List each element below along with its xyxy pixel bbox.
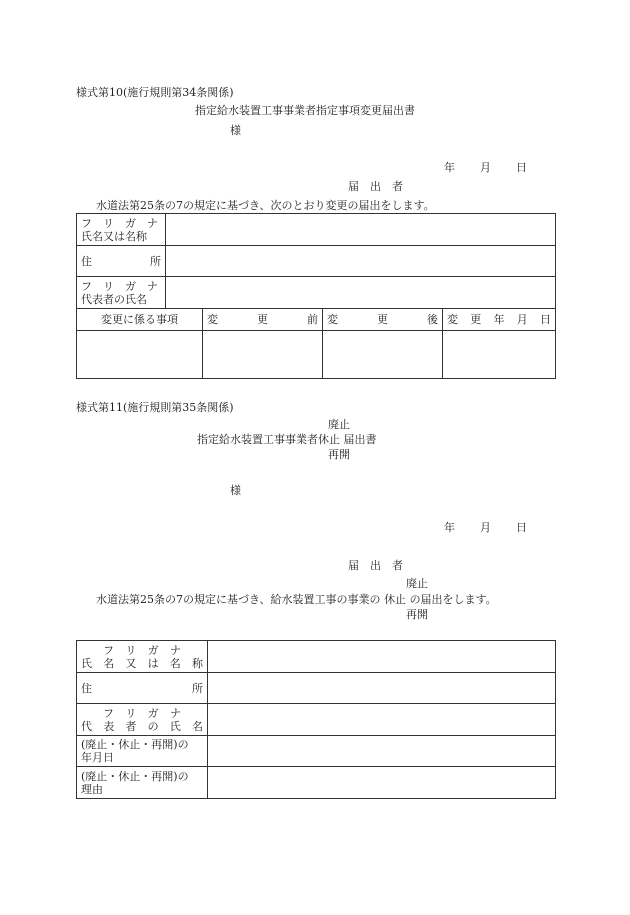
form11-name-field[interactable] xyxy=(208,641,556,673)
form11-title-prefix: 指定給水装置工事事業者 xyxy=(197,433,318,446)
form11-reason-label-1: (廃止・休止・再開)の xyxy=(81,769,189,783)
form11-title xyxy=(197,433,377,446)
form11-name-1: 氏 xyxy=(81,656,92,670)
form10-name-label-cell xyxy=(77,214,166,246)
form11-name-5: 名 xyxy=(169,656,181,670)
form11-notifier: 届 出 者 xyxy=(348,559,403,572)
form10-number: 様式第10(施行規則第34条関係) xyxy=(76,86,234,99)
form11-representative-label-cell xyxy=(77,704,208,736)
form10-applicant-table xyxy=(76,213,556,309)
form10-name-field[interactable] xyxy=(166,214,556,246)
form11-furigana-3: ガ xyxy=(147,643,159,657)
form11-furigana2-1: フ xyxy=(103,706,114,720)
form10-col-date-3: 年 xyxy=(493,313,505,326)
form10-addressee-suffix: 様 xyxy=(230,124,241,137)
form10-representative-field[interactable] xyxy=(166,277,556,309)
form11-furigana-2: リ xyxy=(125,643,137,657)
form11-date-label-cell xyxy=(77,736,208,767)
form11-reason-label-cell xyxy=(77,767,208,799)
form11-representative-field[interactable] xyxy=(208,704,556,736)
form11-name-label-cell xyxy=(77,641,208,673)
form11-title-option-top: 廃止 xyxy=(328,418,350,431)
form11-date-month: 月 xyxy=(480,521,491,534)
form10-address-field[interactable] xyxy=(166,246,556,277)
form11-statement-option-top: 廃止 xyxy=(406,577,428,590)
form11-furigana-4: ナ xyxy=(169,643,181,657)
form11-date-year: 年 xyxy=(444,521,455,534)
form11-address-label-b: 所 xyxy=(192,681,203,695)
form11-statement-option-bottom: 再開 xyxy=(406,608,428,621)
form11-date-day: 日 xyxy=(516,521,527,534)
form11-date-label-1: (廃止・休止・再開)の xyxy=(81,738,189,751)
form11-furigana2-2: リ xyxy=(125,706,137,720)
form10-col-after-2: 更 xyxy=(377,313,388,326)
form10-col-date xyxy=(443,309,556,331)
form10-representative-label: 代表者の氏名 xyxy=(81,292,147,306)
form10-col-before-3: 前 xyxy=(307,313,318,326)
form11-name-4: は xyxy=(147,656,159,670)
form11-rep-1: 代 xyxy=(81,719,92,733)
form10-col-date-4: 月 xyxy=(516,313,528,326)
form11-furigana-1: フ xyxy=(103,643,114,657)
form10-col-before-2: 更 xyxy=(257,313,268,326)
form11-rep-4: の xyxy=(147,719,159,733)
form11-reason-field[interactable] xyxy=(208,767,556,799)
form11-address-label-cell xyxy=(77,673,208,704)
form10-address-label-b: 所 xyxy=(150,254,161,268)
form10-change-table xyxy=(76,308,556,379)
form10-col-date-5: 日 xyxy=(540,313,551,326)
form10-statement: 水道法第25条の7の規定に基づき、次のとおり変更の届出をします。 xyxy=(96,199,435,212)
form10-notifier: 届 出 者 xyxy=(348,180,403,193)
form10-col-date-1: 変 xyxy=(447,313,458,326)
form10-address-label-cell xyxy=(77,246,166,277)
form10-before-field[interactable] xyxy=(203,331,323,379)
form11-rep-6: 名 xyxy=(191,719,203,733)
form10-address-label-a: 住 xyxy=(81,254,92,268)
form10-col-after-3: 後 xyxy=(427,313,438,326)
form10-col-date-2: 更 xyxy=(470,313,482,326)
form11-name-6: 称 xyxy=(191,656,203,670)
form10-date-field[interactable] xyxy=(443,331,556,379)
form11-address-label-a: 住 xyxy=(81,681,92,695)
form11-date-label-2: 年月日 xyxy=(81,751,114,764)
form11-statement-option-mid: 休止 xyxy=(384,593,407,606)
form10-col-after xyxy=(323,309,443,331)
form10-col-before-1: 変 xyxy=(207,313,218,326)
form10-representative-label-cell xyxy=(77,277,166,309)
form11-furigana2-3: ガ xyxy=(147,706,159,720)
form11-statement-prefix: 水道法第25条の7の規定に基づき、給水装置工事の事業の xyxy=(96,593,381,606)
form11-title-option-bottom: 再開 xyxy=(328,448,350,461)
form10-title: 指定給水装置工事事業者指定事項変更届出書 xyxy=(195,104,415,117)
form10-after-field[interactable] xyxy=(323,331,443,379)
form11-number: 様式第11(施行規則第35条関係) xyxy=(76,401,234,414)
form11-name-2: 名 xyxy=(103,656,115,670)
form11-name-3: 又 xyxy=(125,656,137,670)
form11-title-suffix: 届出書 xyxy=(343,433,377,446)
form10-furigana2-label: フ リ ガ ナ xyxy=(81,279,158,293)
form10-item-field[interactable] xyxy=(77,331,203,379)
form10-col-before xyxy=(203,309,323,331)
form11-address-field[interactable] xyxy=(208,673,556,704)
form10-date-year: 年 xyxy=(444,161,455,174)
form11-date-field[interactable] xyxy=(208,736,556,767)
form11-reason-label-2: 理由 xyxy=(81,782,103,796)
form10-col-after-1: 変 xyxy=(327,313,338,326)
form11-statement xyxy=(96,593,497,606)
form11-rep-2: 表 xyxy=(103,719,115,733)
form11-rep-5: 氏 xyxy=(169,719,181,733)
form11-statement-suffix: の届出をします。 xyxy=(409,593,497,606)
form11-title-option-mid: 休止 xyxy=(318,433,340,446)
form11-furigana2-4: ナ xyxy=(169,706,181,720)
form10-date-month: 月 xyxy=(480,161,491,174)
form11-rep-3: 者 xyxy=(125,719,137,733)
form10-date-day: 日 xyxy=(516,161,527,174)
form11-addressee-suffix: 様 xyxy=(230,484,241,497)
form11-applicant-table xyxy=(76,640,556,799)
form10-col-item: 変更に係る事項 xyxy=(77,309,203,331)
form10-name-label: 氏名又は名称 xyxy=(81,229,147,243)
form10-furigana-label: フ リ ガ ナ xyxy=(81,216,158,230)
